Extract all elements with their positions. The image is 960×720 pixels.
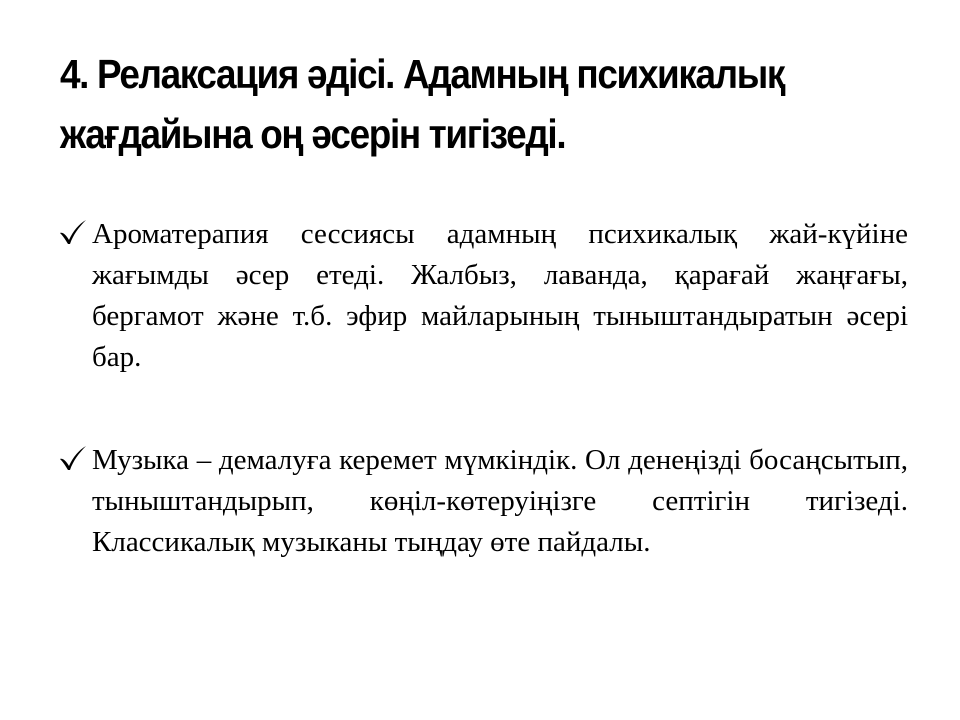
bullet-item-aromatherapy: [58, 214, 908, 378]
slide-title-line-1: 4. Релаксация әдісі. Адамның психикалық: [60, 51, 785, 97]
checkmark-icon: [58, 444, 88, 472]
slide-title: [60, 44, 834, 164]
slide-title-line-2: жағдайына оң әсерін тигізеді.: [60, 111, 566, 157]
bullet-text: Ароматерапия сессиясы адамның психикалық жай-күйіне жағымды әсер етеді. Жалбыз, лаванда, қарағай жаңғағы, бергамот және т.б. эфир майларының тыныштандыратын әсері бар.: [92, 218, 908, 373]
bullet-item-music: [58, 440, 908, 563]
bullet-text: Музыка – демалуға керемет мүмкіндік. Ол денеңізді босаңсытып, тыныштандырып, көңіл-көтеруіңізге септігін тигізеді. Классикалық музыканы тыңдау өте пайдалы.: [92, 444, 908, 558]
checkmark-icon: [58, 218, 88, 246]
